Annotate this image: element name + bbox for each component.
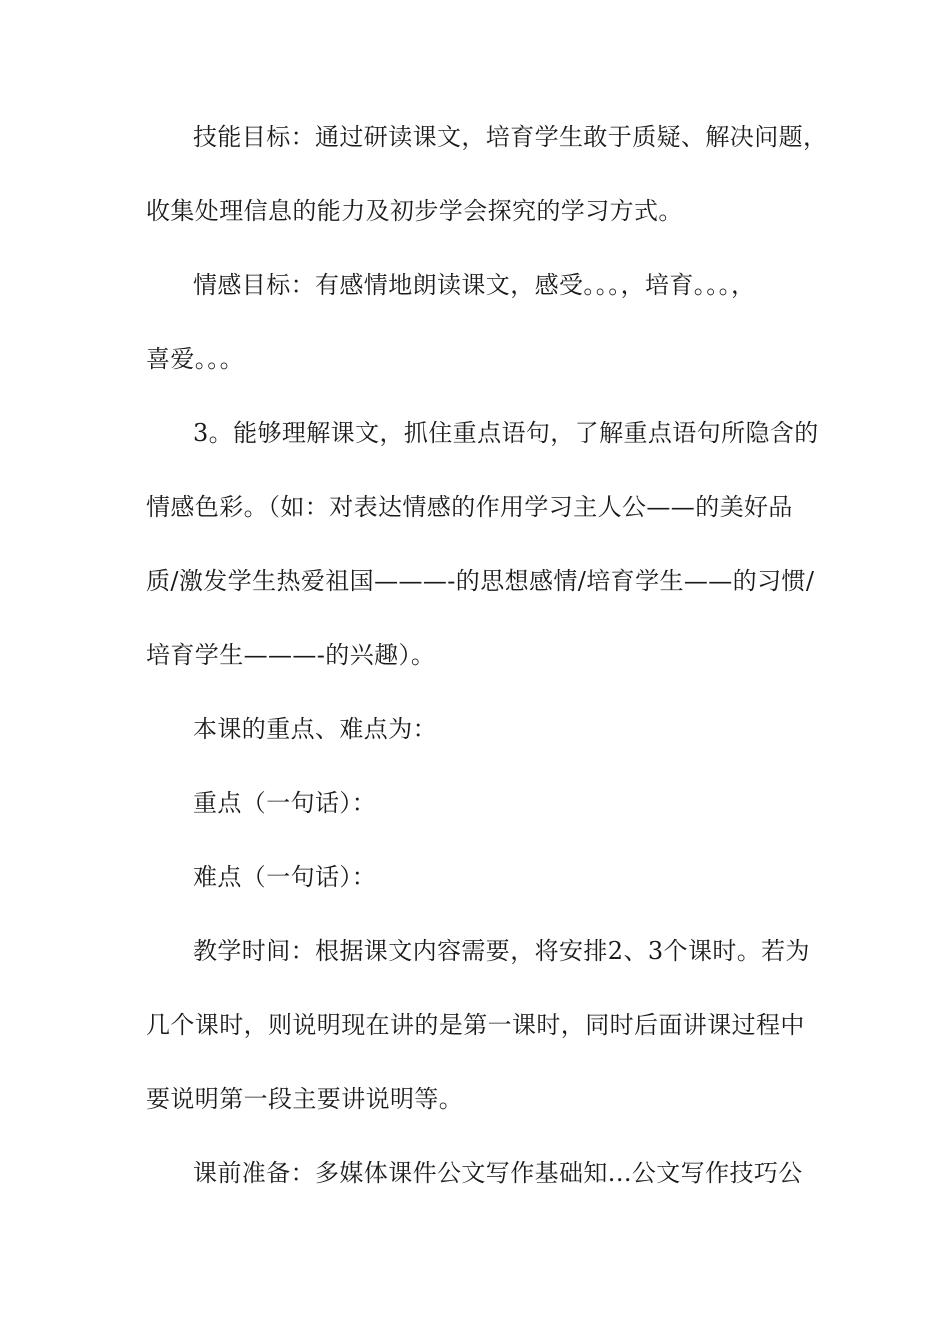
- item-3-line-1: 3。能够理解课文，抓住重点语句，了解重点语句所隐含的: [193, 419, 819, 447]
- skill-goal-line-1: 技能目标：通过研读课文，培育学生敢于质疑、解决问题，: [193, 123, 828, 151]
- key-point-line: 重点（一句话）：: [193, 789, 377, 817]
- difficulty-line: 难点（一句话）：: [193, 863, 377, 891]
- item-3-line-2: 情感色彩。（如：对表达情感的作用学习主人公——的美好品: [146, 493, 793, 521]
- preparation-line: 课前准备：多媒体课件公文写作基础知...公文写作技巧公: [193, 1159, 803, 1187]
- skill-goal-line-2: 收集处理信息的能力及初步学会探究的学习方式。: [146, 197, 683, 225]
- document-page: [146, 117, 828, 1193]
- item-3-line-4: 培育学生———-的兴趣）。: [146, 641, 436, 669]
- emotion-goal-line-2: 喜爱。。。: [146, 345, 244, 373]
- teaching-time-line-3: 要说明第一段主要讲说明等。: [146, 1085, 464, 1113]
- item-3-line-3: 质/激发学生热爱祖国———-的思想感情/培育学生——的习惯/: [146, 567, 815, 595]
- teaching-time-line-1: 教学时间：根据课文内容需要，将安排2、3个课时。若为: [193, 937, 810, 965]
- key-points-heading: 本课的重点、难点为：: [193, 715, 437, 743]
- emotion-goal-line-1: 情感目标：有感情地朗读课文，感受。。。，培育。。。，: [193, 271, 756, 299]
- teaching-time-line-2: 几个课时，则说明现在讲的是第一课时，同时后面讲课过程中: [146, 1011, 805, 1039]
